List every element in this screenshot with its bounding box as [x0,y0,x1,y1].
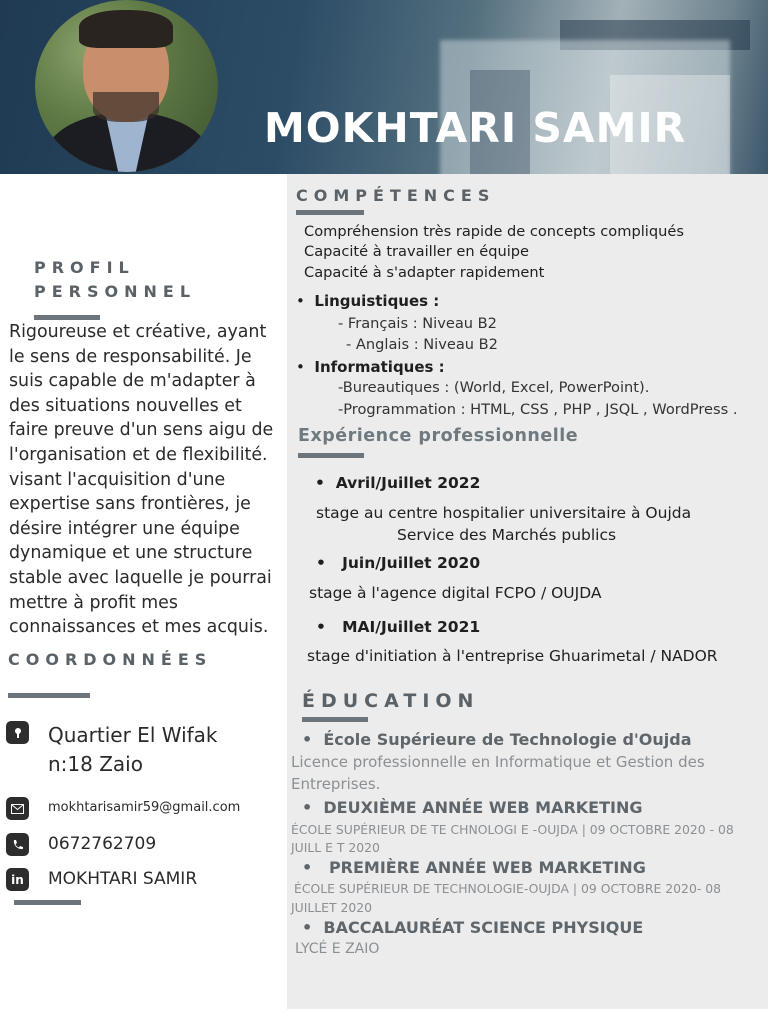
education-detail: ÉCOLE SUPÉRIEUR DE TE CHNOLOGI E -OUJDA | 09 OCTOBRE 2020 - 08 [291,822,734,837]
experience-text: Service des Marchés publics [397,526,617,544]
experience-text: stage d'initiation à l'entreprise Ghuarimetal / NADOR [307,647,718,665]
education-detail: JUILL E T 2020 [291,840,380,855]
linkedin-icon: in [6,868,29,891]
header-banner [0,0,768,174]
phone-icon [6,833,29,856]
education-title: • PREMIÈRE ANNÉE WEB MARKETING [302,858,646,877]
phone-text[interactable]: 0672762709 [48,834,157,854]
avatar [35,0,218,172]
education-heading: ÉDUCATION [302,690,480,712]
contact-linkedin[interactable] [6,868,197,891]
education-detail: Licence professionnelle en Informatique et Gestion des [291,753,705,771]
right-column [287,174,768,1009]
linkedin-text[interactable]: MOKHTARI SAMIR [48,869,198,889]
experience-date: • Avril/Juillet 2022 [315,474,481,492]
langue-francais: - Français : Niveau B2 [338,315,497,332]
profile-heading: PROFIL [34,258,135,277]
competence-line: Capacité à travailler en équipe [304,243,530,260]
info-programmation: -Programmation : HTML, CSS , PHP , JSQL , WordPress . [338,401,738,418]
location-icon [6,721,29,744]
profile-text: Rigoureuse et créative, ayant le sens de responsabilité. Je suis capable de m'adapter à des situations nouvelles et faire preuve d'un sens aigu de l'organisation et de flexibilité. visant l'acquisition d'une expertise sans frontières, je désire intégrer une équipe dynamique et une structure stable avec laquelle je pourrai mettre à profit mes connaissances et mes acquis. [9,322,274,638]
experience-divider [298,453,364,458]
competence-line: Compréhension très rapide de concepts compliqués [304,223,684,240]
experience-date: • Juin/Juillet 2020 [316,554,481,572]
avatar-beard [93,92,159,122]
address-line2: n:18 Zaio [48,752,143,776]
contact-address [6,721,218,779]
contact-email[interactable] [6,797,240,820]
linguistiques-title: Linguistiques : [314,292,440,310]
contact-phone[interactable] [6,833,156,856]
education-detail: Entreprises. [291,775,381,793]
profile-heading-2: PERSONNEL [34,282,197,301]
education-detail: LYCÉ E ZAIO [295,941,380,957]
left-column [0,174,287,1024]
address-line1: Quartier El Wifak [48,723,218,747]
experience-text: stage au centre hospitalier universitaire à Oujda [316,504,692,522]
bullet-informatiques: • Informatiques : [296,358,445,376]
education-divider [302,717,368,722]
coords-divider [8,693,90,698]
bullet-linguistiques: • Linguistiques : [296,292,440,310]
email-icon [6,797,29,820]
education-title: • BACCALAURÉAT SCIENCE PHYSIQUE [302,918,644,937]
langue-anglais: - Anglais : Niveau B2 [346,336,498,353]
contact-divider [14,900,81,905]
email-text[interactable]: mokhtarisamir59@gmail.com [48,800,241,815]
informatiques-title: Informatiques : [314,358,445,376]
education-title: • DEUXIÈME ANNÉE WEB MARKETING [302,798,643,817]
experience-heading: Expérience professionnelle [298,426,579,446]
coords-heading: COORDONNÉES [8,650,213,669]
page-title: MOKHTARI SAMIR [264,104,687,152]
education-detail: JUILLET 2020 [291,900,373,915]
info-bureautique: -Bureautiques : (World, Excel, PowerPoint). [338,379,650,396]
experience-text: stage à l'agence digital FCPO / OUJDA [309,584,602,602]
competences-heading: COMPÉTENCES [296,186,496,205]
experience-date: • MAI/Juillet 2021 [316,618,481,636]
education-title: • École Supérieure de Technologie d'Oujda [302,730,692,749]
avatar-hair [79,10,173,48]
competence-line: Capacité à s'adapter rapidement [304,264,545,281]
education-detail: ÉCOLE SUPÉRIEUR DE TECHNOLOGIE-OUJDA | 09 OCTOBRE 2020- 08 [294,881,722,896]
competences-divider [296,210,364,215]
